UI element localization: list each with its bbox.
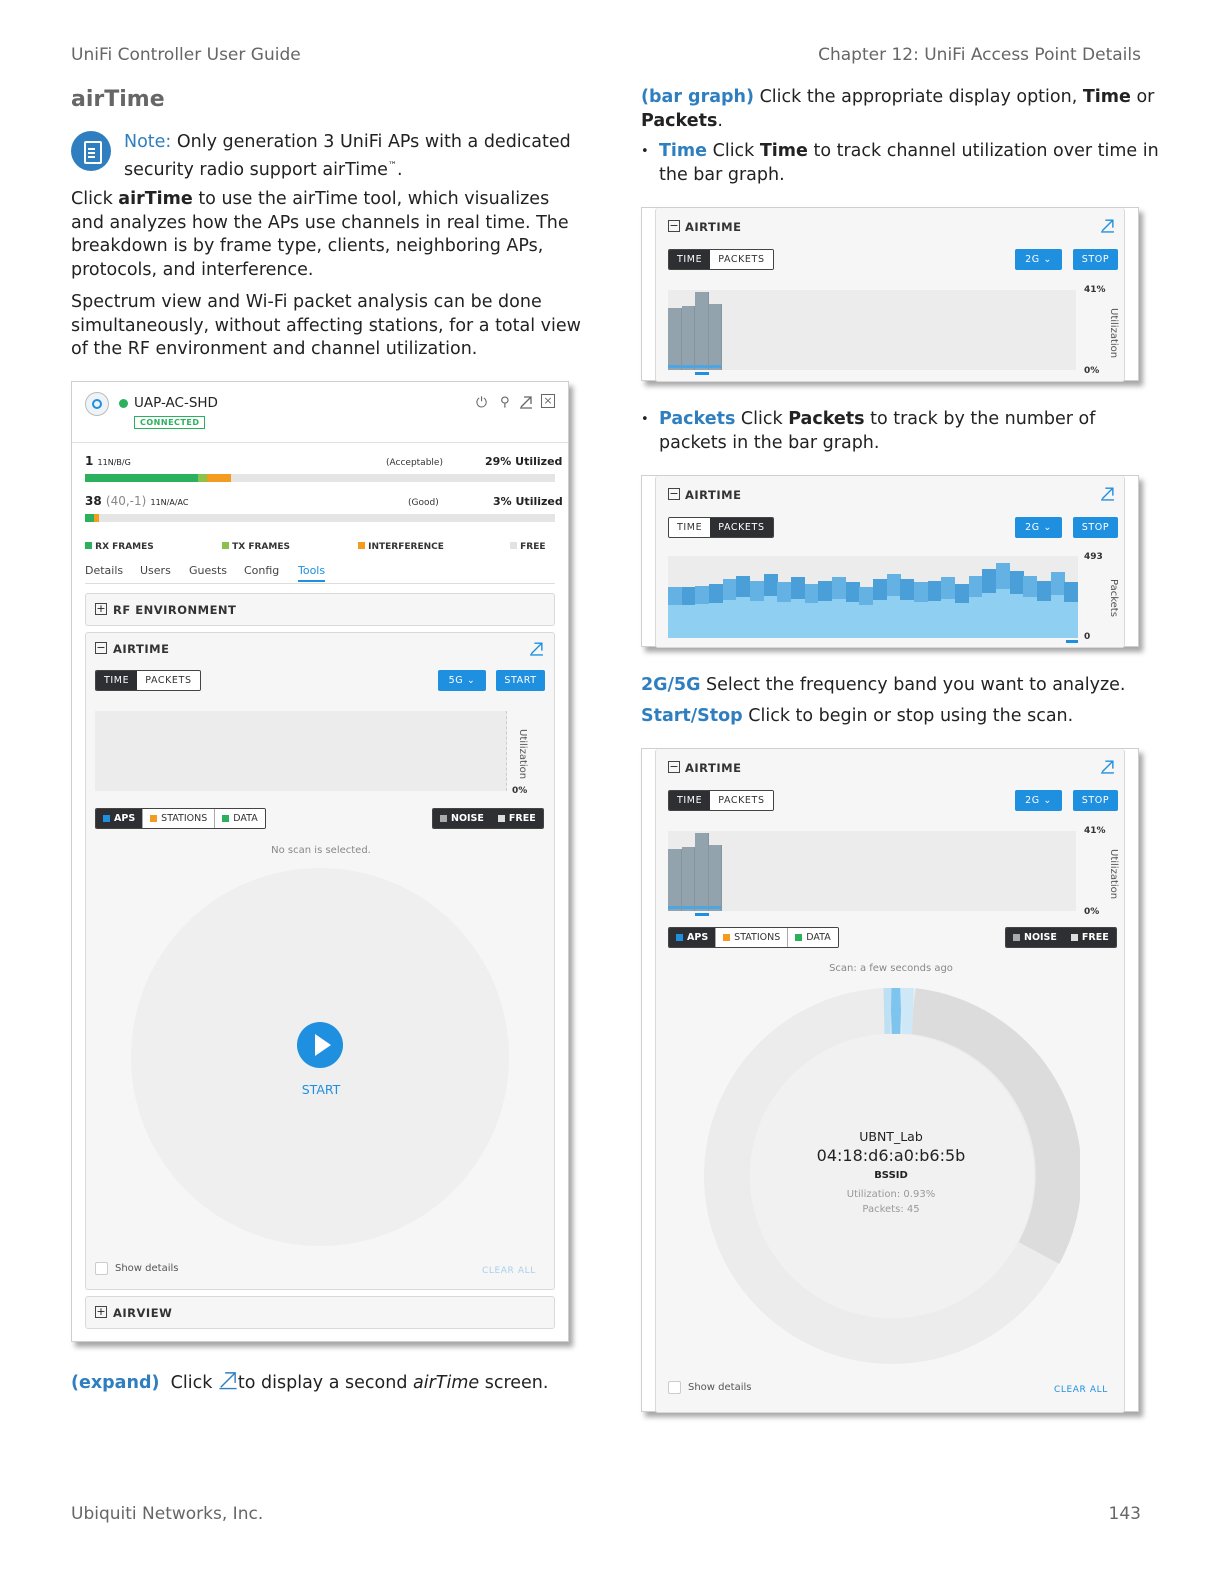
close-icon[interactable]: × [541,394,555,408]
y-zero: 0 [1084,632,1091,642]
note-label: Note: [124,132,172,152]
clear-all-button[interactable]: CLEAR ALL [1054,1385,1108,1395]
data-filter[interactable]: DATA [215,809,264,828]
page-number: 143 [1108,1504,1141,1524]
device-panel-screenshot [71,381,569,1342]
packets-bar [887,574,901,638]
footer-left: Ubiquiti Networks, Inc. [71,1504,264,1524]
noise-filter[interactable]: NOISE [1006,928,1064,947]
aps-filter[interactable]: APS [96,809,143,828]
legend-tx: TX FRAMES [222,542,290,552]
status-badge: CONNECTED [134,416,205,429]
packets-bar [1051,572,1065,638]
section-title: airTime [71,87,165,112]
header-right: Chapter 12: UniFi Access Point Details [818,45,1141,65]
packets-bar [928,581,942,638]
utilization-bar [668,849,682,911]
expand-caption: (expand) Click to display a second airTime screen. [71,1370,548,1398]
scan-time: Scan: a few seconds ago [829,963,953,974]
bar-graph-text: (bar graph) Click the appropriate display option, Time or Packets. [641,87,1155,131]
current-marker [695,372,709,375]
channel-2-bar [85,514,555,522]
packets-bar [709,584,723,638]
channel-1-quality: (Acceptable) [386,458,443,468]
packets-button[interactable]: PACKETS [710,791,772,810]
y-top: 41% [1084,826,1106,836]
stations-filter[interactable]: STATIONS [143,809,215,828]
show-details-checkbox[interactable] [668,1381,681,1394]
time-button[interactable]: TIME [669,250,710,269]
packets-bar [996,563,1010,638]
current-marker [1066,640,1078,643]
band-select[interactable]: 2G ⌄ [1015,249,1062,270]
locate-icon[interactable]: ⚲ [500,395,510,410]
client-filter [95,808,266,829]
packets-button[interactable]: PACKETS [710,250,772,269]
expand-icon[interactable] [1100,218,1115,237]
packets-bar [873,579,887,638]
current-marker [695,913,709,916]
noise-free-filter [432,808,544,829]
utilization-bar [695,833,709,911]
status-dot [119,399,128,408]
start-link[interactable]: START [301,1082,341,1097]
airtime-title: AIRTIME [113,642,170,656]
time-button[interactable]: TIME [669,518,710,537]
utilization-bar [682,847,696,911]
packets-bar [1010,571,1024,638]
show-details-label: Show details [688,1382,752,1393]
packets-bar [695,586,709,638]
intro-paragraph: Click airTime to use the airTime tool, which visualizes and analyzes how the APs use channels in real time. The breakdown is by frame type, clients, neighboring APs, protocols, and interference. [71,189,569,280]
packets-value: Packets: 45 [862,1204,920,1215]
expand-icon [218,1370,238,1398]
packets-bar [805,584,819,638]
chevron-down-icon: ⌄ [1043,522,1052,533]
legend-rx: RX FRAMES [85,542,154,552]
band-select[interactable]: 2G ⌄ [1015,790,1062,811]
channel-2-quality: (Good) [408,498,439,508]
show-details-checkbox[interactable] [95,1262,108,1275]
rx-segment [85,474,198,482]
packets-button[interactable]: PACKETS [710,518,772,537]
noise-free-filter [1005,927,1117,948]
minus-box-icon[interactable]: − [669,487,679,500]
tab-details[interactable]: Details [85,564,124,577]
utilization-chart [668,831,1076,911]
tx-segment [198,474,207,482]
y-axis-label: Utilization [1108,308,1119,359]
packets-bar [764,574,778,638]
time-bullet: • Time Click Time to track channel utilization over time in the bar graph. [641,141,1159,185]
play-icon[interactable] [297,1022,343,1068]
packets-bar [846,582,860,638]
packets-bar [859,587,873,638]
minus-box-icon[interactable]: − [96,641,106,654]
y-zero: 0% [1084,366,1100,376]
y-top: 493 [1084,552,1103,562]
free-filter[interactable]: FREE [1064,928,1116,947]
header-left: UniFi Controller User Guide [71,45,301,65]
packets-bar [736,576,750,638]
expand-icon[interactable] [519,395,533,409]
empty-chart [95,711,507,791]
note-icon [71,131,111,171]
channel-1-util: 29% Utilized [485,455,563,468]
utilization-value: Utilization: 0.93% [846,1189,936,1200]
minus-box-icon[interactable]: − [669,760,679,773]
bssid-label: BSSID [874,1170,908,1181]
airview-section[interactable]: + AIRVIEW [85,1296,555,1329]
y-zero: 0% [1084,907,1100,917]
utilization-chart [668,290,1076,370]
packets-bar [750,581,764,638]
packets-button[interactable]: PACKETS [137,671,199,690]
bssid-value: 04:18:d6:a0:b6:5b [816,1146,966,1165]
chevron-down-icon: ⌄ [466,675,476,686]
y-axis-label: Packets [1108,579,1119,617]
airtime-scan-screenshot: − AIRTIME TIME PACKETS 2G ⌄ STOP 41% 0% Utilization APS STATIONS DATA NOISE FREE Scan: a few seconds ago UBNT_Lab 04:18:d6:a0:b6:5b BSSID Utilization: 0.93% Packets: 45 Show details CLEAR ALL [641,748,1139,1412]
packets-bar [668,587,682,638]
packets-bar [969,576,983,638]
packets-bar [941,577,955,638]
utilization-bar [709,304,723,370]
tab-tools[interactable]: Tools [298,564,325,582]
y-axis-label: Utilization [1108,849,1119,900]
y-top: 41% [1084,285,1106,295]
chevron-down-icon: ⌄ [1043,254,1052,265]
expand-icon[interactable] [529,641,544,660]
packets-bar [818,581,832,638]
interference-segment [207,474,231,482]
device-icon [85,392,109,416]
stop-button[interactable]: STOP [1073,517,1118,538]
aps-filter[interactable]: APS [669,928,716,947]
packets-bar [982,569,996,638]
stations-filter[interactable]: STATIONS [716,928,788,947]
start-button[interactable]: START [496,670,545,691]
legend-free: FREE [510,542,546,552]
tab-users[interactable]: Users [140,564,171,577]
packets-bar [955,584,969,638]
packets-bar [723,579,737,638]
tab-bar [85,564,325,582]
no-scan-message: No scan is selected. [271,845,371,856]
chevron-down-icon: ⌄ [1043,795,1052,806]
device-name: UAP-AC-SHD [134,395,218,411]
utilization-bar [709,845,723,911]
expand-icon[interactable] [1100,759,1115,778]
packets-chart [668,556,1078,638]
time-button[interactable]: TIME [96,671,137,690]
packets-bar [914,582,928,638]
rf-environment-section[interactable]: + RF ENVIRONMENT [85,593,555,626]
packets-bullet: • Packets Click Packets to track by the number of packets in the bar graph. [641,409,1096,453]
packets-bar [1064,582,1078,638]
tab-config[interactable]: Config [244,564,280,577]
utilization-bar [695,292,709,370]
client-filter [668,927,839,948]
channel-1: 1 11N/B/G [85,454,131,468]
legend-interference: INTERFERENCE [358,542,444,552]
ssid: UBNT_Lab [859,1129,923,1144]
packets-bar [832,577,846,638]
utilization-bar [668,308,682,370]
y-axis-label: Utilization [517,729,528,780]
minus-box-icon[interactable]: − [669,219,679,232]
plus-box-icon: + [96,602,106,615]
time-button[interactable]: TIME [669,791,710,810]
packets-bar [682,587,696,638]
packets-bar [900,579,914,638]
packets-bar [1037,581,1051,638]
y-zero: 0% [512,786,528,796]
channel-2-util: 3% Utilized [493,495,563,508]
packets-bar [791,577,805,638]
airtime-packets-screenshot: − AIRTIME TIME PACKETS 2G ⌄ STOP 493 0 Packets [641,475,1139,647]
utilization-bar [682,306,696,370]
time-packets-toggle [95,670,201,691]
free-filter[interactable]: FREE [491,809,543,828]
channel-2: 38 (40,-1) 11N/A/AC [85,494,189,508]
noise-filter[interactable]: NOISE [433,809,491,828]
channel-1-bar [85,474,555,482]
airtime-time-screenshot: − AIRTIME TIME PACKETS 2G ⌄ STOP 41% 0% Utilization [641,207,1139,381]
band-select[interactable]: 5G ⌄ [438,670,486,691]
note: Note: Only generation 3 UniFi APs with a dedicated security radio support airTime™. [124,132,571,180]
data-filter[interactable]: DATA [788,928,837,947]
show-details-label: Show details [115,1263,179,1274]
expand-icon[interactable] [1100,486,1115,505]
restart-icon[interactable]: ⏻ [476,395,488,411]
stop-button[interactable]: STOP [1073,790,1118,811]
tab-guests[interactable]: Guests [189,564,228,577]
band-select[interactable]: 2G ⌄ [1015,517,1062,538]
packets-bar [1023,576,1037,638]
band-text: 2G/5G Select the frequency band you want to analyze. [641,675,1126,695]
clear-all-button[interactable]: CLEAR ALL [482,1266,536,1276]
spectrum-paragraph: Spectrum view and Wi-Fi packet analysis can be done simultaneously, without affecting stations, for a total view of the RF environment and channel utilization. [71,292,581,359]
stop-button[interactable]: STOP [1073,249,1118,270]
plus-box-icon: + [96,1305,106,1318]
packets-bar [777,582,791,638]
airtime-section [85,632,555,1290]
startstop-text: Start/Stop Click to begin or stop using the scan. [641,706,1074,726]
